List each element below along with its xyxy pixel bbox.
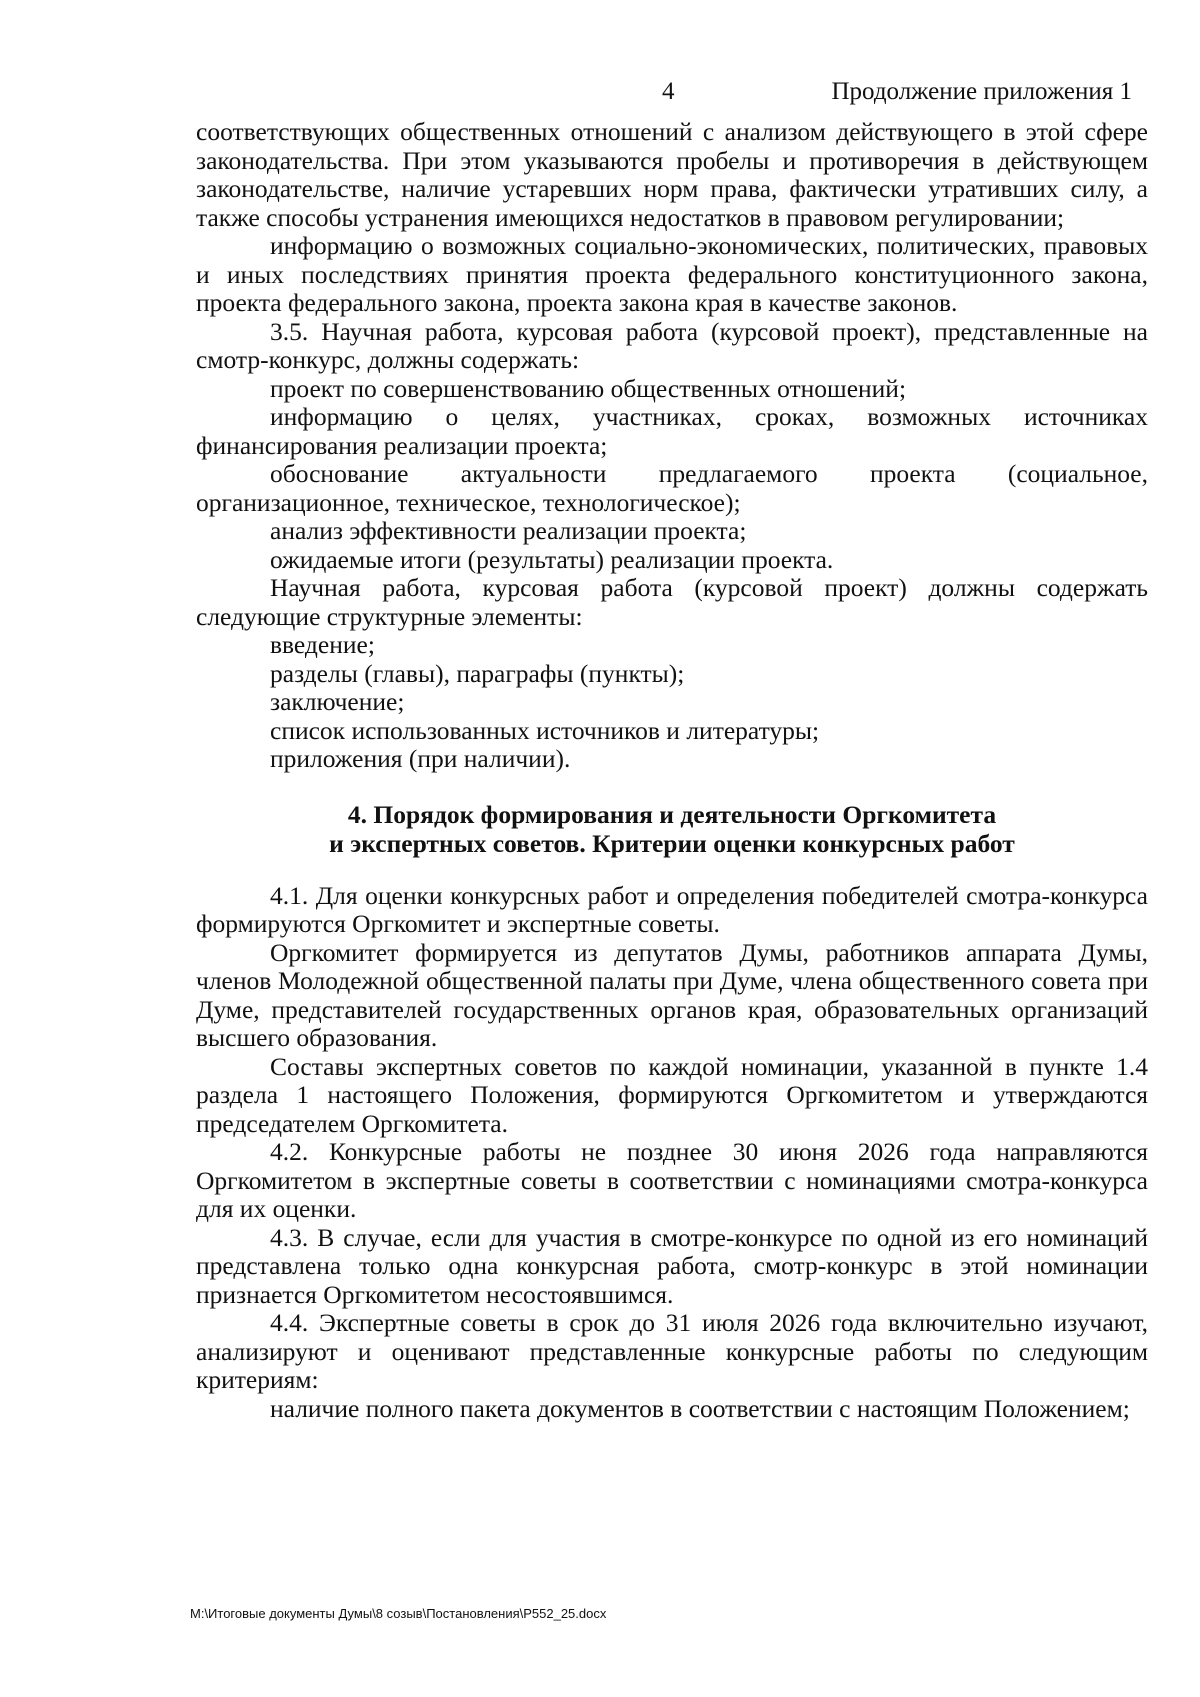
paragraph: Составы экспертных советов по каждой номинации, указанной в пункте 1.4 раздела 1 настоящего Положения, формируются Оргкомитетом и утверждаются председателем Оргкомитета. xyxy=(196,1051,1148,1138)
paragraph: заключение; xyxy=(270,687,405,716)
paragraph: 4.3. В случае, если для участия в смотре-конкурсе по одной из его номинаций представлена только одна конкурсная работа, смотр-конкурс в этой номинации признается Оргкомитетом несостоявшимся. xyxy=(196,1222,1148,1309)
section3-paragraphs xyxy=(196,118,1148,774)
document-body xyxy=(196,118,1148,1423)
paragraph: 4.1. Для оценки конкурсных работ и определения победителей смотра-конкурса формируются Оргкомитет и экспертные советы. xyxy=(196,880,1148,938)
paragraph: 3.5. Научная работа, курсовая работа (курсовой проект), представленные на смотр-конкурс, должны содержать: xyxy=(196,316,1148,374)
paragraph: список использованных источников и литературы; xyxy=(270,715,820,745)
section4-heading-line2: и экспертных советов. Критерии оценки конкурсных работ xyxy=(329,828,1015,858)
file-path-footer: M:\Итоговые документы Думы\8 созыв\Постановления\P552_25.docx xyxy=(190,1606,607,1621)
paragraph: Оргкомитет формируется из депутатов Думы, работников аппарата Думы, членов Молодежной общественной палаты при Думе, члена общественного совета при Думе, представителей государственных органов края, образовательных организаций высшего образования. xyxy=(196,937,1148,1052)
section4-heading-line1: 4. Порядок формирования и деятельности Оргкомитета xyxy=(347,799,997,829)
paragraph: наличие полного пакета документов в соответствии с настоящим Положением; xyxy=(270,1393,1130,1423)
paragraph: информацию о возможных социально-экономических, политических, правовых и иных последствиях принятия проекта федерального конституционного закона, проекта федерального закона, проекта закона края в качестве законов. xyxy=(196,231,1148,317)
paragraph: информацию о целях, участниках, сроках, возможных источниках финансирования реализации проекта; xyxy=(196,402,1148,460)
page-number: 4 xyxy=(662,78,675,105)
page-header xyxy=(0,78,1200,112)
paragraph: разделы (главы), параграфы (пункты); xyxy=(270,658,685,688)
paragraph: соответствующих общественных отношений с анализом действующего в этой сфере законодательства. При этом указываются пробелы и противоречия в действующем законодательстве, наличие устаревших норм права, фактически утративших силу, а также способы устранения имеющихся недостатков в правовом регулировании; xyxy=(196,117,1148,232)
paragraph: обоснование актуальности предлагаемого проекта (социальное, организационное, техническое, технологическое); xyxy=(196,459,1148,517)
paragraph: Научная работа, курсовая работа (курсовой проект) должны содержать следующие структурные элементы: xyxy=(196,573,1148,631)
paragraph: 4.2. Конкурсные работы не позднее 30 июня 2026 года направляются Оргкомитетом в экспертные советы в соответствии с номинациями смотра-конкурса для их оценки. xyxy=(196,1137,1148,1223)
paragraph: 4.4. Экспертные советы в срок до 31 июля 2026 года включительно изучают, анализируют и оценивают представленные конкурсные работы по следующим критериям: xyxy=(196,1308,1148,1394)
paragraph: анализ эффективности реализации проекта; xyxy=(270,516,747,545)
section4-heading xyxy=(196,800,1148,858)
continuation-label: Продолжение приложения 1 xyxy=(831,78,1132,105)
paragraph: ожидаемые итоги (результаты) реализации проекта. xyxy=(270,544,834,574)
paragraph: проект по совершенствованию общественных отношений; xyxy=(270,373,907,403)
paragraph: приложения (при наличии). xyxy=(270,744,571,773)
paragraph: введение; xyxy=(270,630,375,659)
section4-paragraphs xyxy=(196,882,1148,1424)
